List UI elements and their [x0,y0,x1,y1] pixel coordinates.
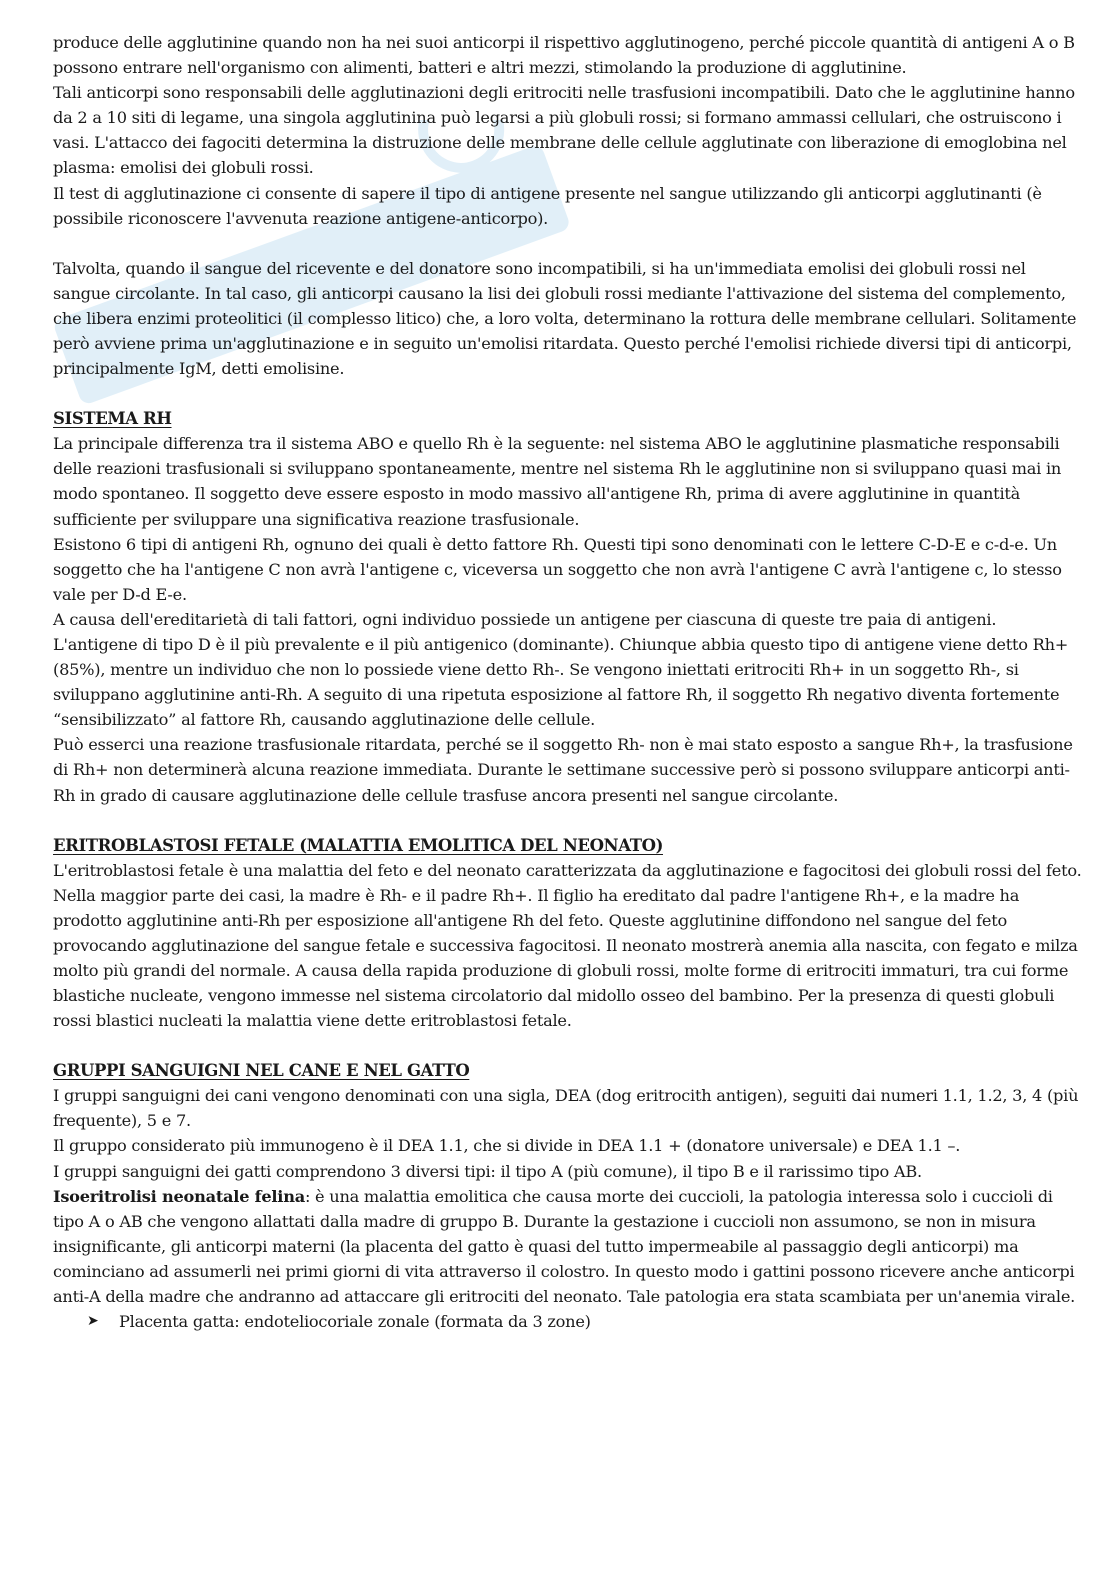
paragraph: Tali anticorpi sono responsabili delle agglutinazioni degli eritrociti nelle trasfusioni incompatibili. Dato che le agglutinine hanno da 2 a 10 siti di legame, una singola agglutinina può legarsi a più globuli rossi; si formano ammassi cellulari, che ostruiscono i vasi. L'attacco dei fagociti determina la distruzione delle membrane delle cellule agglutinate con liberazione di emoglobina nel plasma: emolisi dei globuli rossi. [53,83,1075,178]
section-heading-eritroblastosi: ERITROBLASTOSI FETALE (MALATTIA EMOLITICA DEL NEONATO) [53,835,663,855]
document-page [53,30,1083,1334]
bold-term: Isoeritrolisi neonatale felina [53,1186,305,1206]
section-heading-gruppi-sanguigni: GRUPPI SANGUIGNI NEL CANE E NEL GATTO [53,1061,470,1081]
paragraph: Il test di agglutinazione ci consente di sapere il tipo di antigene presente nel sangue utilizzando gli anticorpi agglutinanti (è possibile riconoscere l'avvenuta reazione antigene-anticorpo). [53,183,1042,228]
paragraph: A causa dell'ereditarietà di tali fattori, ogni individuo possiede un antigene per ciascuna di queste tre paia di antigeni. L'antigene di tipo D è il più prevalente e il più antigenico (dominante). Chiunque abbia questo tipo di antigene viene detto Rh+ (85%), mentre un individuo che non lo possiede viene detto Rh-. Se vengono iniettati eritrociti Rh+ in un soggetto Rh-, si sviluppano agglutinine anti-Rh. A seguito di una ripetuta esposizione al fattore Rh, il soggetto Rh negativo diventa fortemente “sensibilizzato” al fattore Rh, causando agglutinazione delle cellule. [53,609,1069,730]
paragraph: La principale differenza tra il sistema ABO e quello Rh è la seguente: nel sistema ABO le agglutinine plasmatiche responsabili delle reazioni trasfusionali si sviluppano spontaneamente, mentre nel sistema Rh le agglutinine non si sviluppano quasi mai in modo spontaneo. Il soggetto deve essere esposto in modo massivo all'antigene Rh, prima di avere agglutinine in quantità sufficiente per sviluppare una significativa reazione trasfusionale. [53,434,1062,529]
paragraph: produce delle agglutinine quando non ha nei suoi anticorpi il rispettivo agglutinogeno, perché piccole quantità di antigeni A o B possono entrare nell'organismo con alimenti, batteri e altri mezzi, stimolando la produzione di agglutinine. [53,33,1075,78]
paragraph: Esistono 6 tipi di antigeni Rh, ognuno dei quali è detto fattore Rh. Questi tipi sono denominati con le lettere C-D-E e c-d-e. Un soggetto che ha l'antigene C non avrà l'antigene c, viceversa un soggetto che non avrà l'antigene C avrà l'antigene c, lo stesso vale per D-d E-e. [53,534,1062,604]
paragraph: I gruppi sanguigni dei cani vengono denominati con una sigla, DEA (dog eritrocith antigen), seguiti dai numeri 1.1, 1.2, 3, 4 (più frequente), 5 e 7. [53,1086,1079,1131]
section-heading-rh: SISTEMA RH [53,409,172,429]
bullet-text: Placenta gatta: endoteliocoriale zonale (formata da 3 zone) [119,1312,591,1332]
bullet-item [53,1309,1083,1334]
paragraph-text: : è una malattia emolitica che causa morte dei cuccioli, la patologia interessa solo i cuccioli di tipo A o AB che vengono allattati dalla madre di gruppo B. Durante la gestazione i cuccioli non assumono, se non in misura insignificante, gli anticorpi materni (la placenta del gatto è quasi del tutto impermeabile al passaggio degli anticorpi) ma cominciano ad assumerli nei primi giorni di vita attraverso il colostro. In questo modo i gattini possono ricevere anche anticorpi anti-A della madre che andranno ad attaccare gli eritrociti del neonato. Tale patologia era stata scambiata per un'anemia virale. [53,1186,1076,1307]
paragraph [53,1184,1083,1309]
paragraph: I gruppi sanguigni dei gatti comprendono 3 diversi tipi: il tipo A (più comune), il tipo B e il rarissimo tipo AB. [53,1161,922,1181]
arrow-bullet-icon: ➤ [87,1313,99,1330]
paragraph: L'eritroblastosi fetale è una malattia del feto e del neonato caratterizzata da agglutinazione e fagocitosi dei globuli rossi del feto. Nella maggior parte dei casi, la madre è Rh- e il padre Rh+. Il figlio ha ereditato dal padre l'antigene Rh+, e la madre ha prodotto agglutinine anti-Rh per esposizione all'antigene Rh del feto. Queste agglutinine diffondono nel sangue del feto provocando agglutinazione del sangue fetale e successiva fagocitosi. Il neonato mostrerà anemia alla nascita, con fegato e milza molto più grandi del normale. A causa della rapida produzione di globuli rossi, molte forme di eritrociti immaturi, tra cui forme blastiche nucleate, vengono immesse nel sistema circolatorio dal midollo osseo del bambino. Per la presenza di questi globuli rossi blastici nucleati la malattia viene dette eritroblastosi fetale. [53,860,1082,1031]
paragraph: Può esserci una reazione trasfusionale ritardata, perché se il soggetto Rh- non è mai stato esposto a sangue Rh+, la trasfusione di Rh+ non determinerà alcuna reazione immediata. Durante le settimane successive però si possono sviluppare anticorpi anti-Rh in grado di causare agglutinazione delle cellule trasfuse ancora presenti nel sangue circolante. [53,735,1073,805]
paragraph: Il gruppo considerato più immunogeno è il DEA 1.1, che si divide in DEA 1.1 + (donatore universale) e DEA 1.1 –. [53,1136,961,1156]
paragraph: Talvolta, quando il sangue del ricevente e del donatore sono incompatibili, si ha un'immediata emolisi dei globuli rossi nel sangue circolante. In tal caso, gli anticorpi causano la lisi dei globuli rossi mediante l'attivazione del sistema del complemento, che libera enzimi proteolitici (il complesso litico) che, a loro volta, determinano la rottura delle membrane cellulari. Solitamente però avviene prima un'agglutinazione e in seguito un'emolisi ritardata. Questo perché l'emolisi richiede diversi tipi di anticorpi, principalmente IgM, detti emolisine. [53,258,1077,379]
